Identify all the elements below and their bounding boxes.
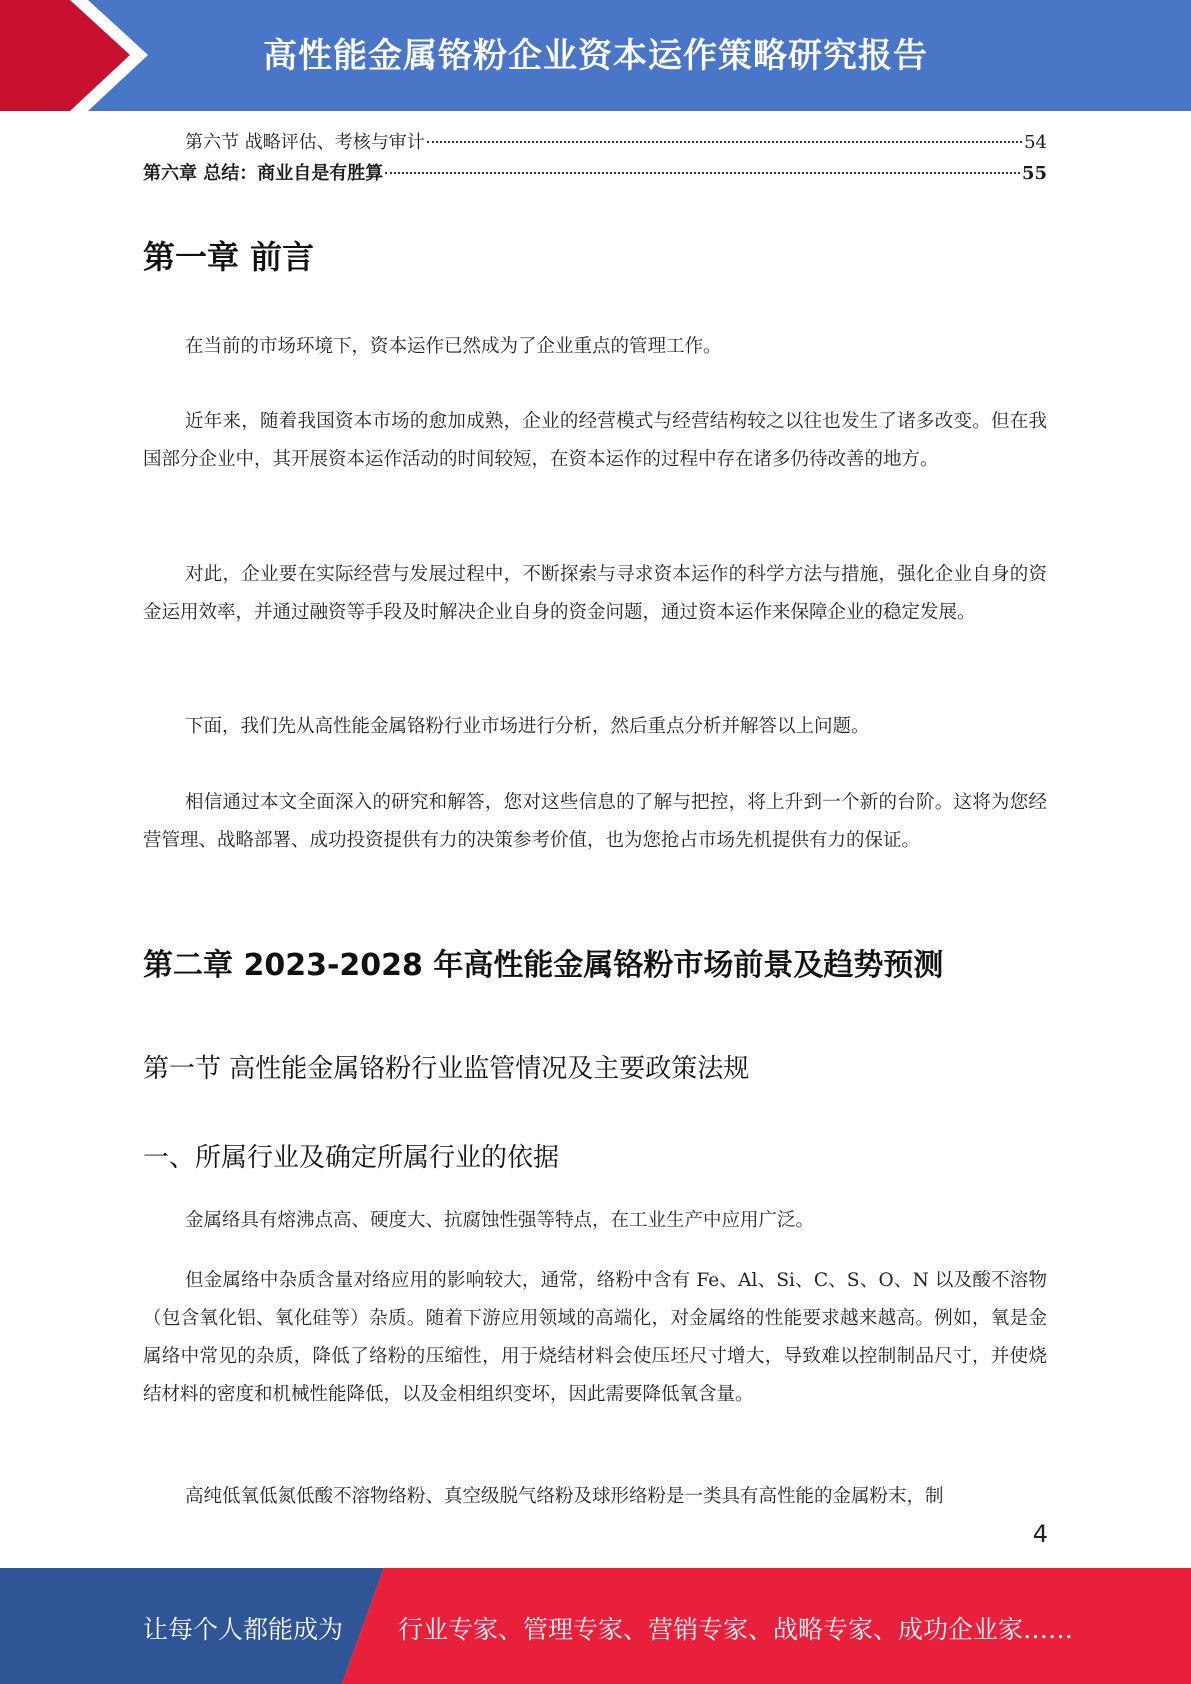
toc-entry-page: 55 (1021, 163, 1047, 184)
subsection-heading: 一、所属行业及确定所属行业的依据 (143, 1143, 560, 1173)
footer-slogan-left: 让每个人都能成为 (143, 1615, 344, 1644)
toc-entry-label: 第六节 战略评估、考核与审计 (185, 132, 425, 153)
paragraph: 下面，我们先从高性能金属铬粉行业市场进行分析，然后重点分析并解答以上问题。 (185, 716, 870, 737)
paragraph: 近年来，随着我国资本市场的愈加成熟，企业的经营模式与经营结构较之以往也发生了诸多改变。但在我国部分企业中，其开展资本运作活动的时间较短，在资本运作的过程中存在诸多仍待改善的地方。 (143, 411, 1047, 470)
paragraph: 在当前的市场环境下，资本运作已然成为了企业重点的管理工作。 (185, 336, 722, 357)
toc-entry-page: 54 (1024, 132, 1047, 153)
chapter-2-heading: 第二章 2023-2028 年高性能金属铬粉市场前景及趋势预测 (143, 948, 944, 983)
report-title: 高性能金属铬粉企业资本运作策略研究报告 (263, 36, 928, 76)
paragraph: 但金属络中杂质含量对络应用的影响较大，通常，络粉中含有 Fe、Al、Si、C、S、O、N 以及酸不溶物（包含氧化铝、氧化硅等）杂质。随着下游应用领域的高端化，对金属络的性能要求越来越高。例如，氧是金属络中常见的杂质，降低了络粉的压缩性，用于烧结材料会使压坯尺寸增大，导致难以控制制品尺寸，并使烧结材料的密度和机械性能降低，以及金相组织变坏，因此需要降低氧含量。 (143, 1270, 1047, 1405)
toc-entry[interactable] (143, 162, 1047, 186)
paragraph: 高纯低氧低氮低酸不溶物络粉、真空级脱气络粉及球形络粉是一类具有高性能的金属粉末，制 (185, 1486, 944, 1507)
page-header (0, 0, 1191, 111)
toc-dot-leader (427, 141, 1022, 143)
paragraph: 相信通过本文全面深入的研究和解答，您对这些信息的了解与把控，将上升到一个新的台阶。这将为您经营管理、战略部署、成功投资提供有力的决策参考价值，也为您抢占市场先机提供有力的保证。 (143, 792, 1047, 851)
page-number: 4 (1032, 1520, 1048, 1548)
header-arrow-decoration (0, 0, 160, 111)
toc-entry-label: 第六章 总结：商业自是有胜算 (143, 163, 384, 184)
toc-dot-leader (385, 172, 1020, 174)
chapter-1-heading: 第一章 前言 (143, 238, 315, 276)
footer-slogan-right: 行业专家、管理专家、营销专家、战略专家、成功企业家…… (398, 1615, 1074, 1644)
page-footer (0, 1568, 1191, 1684)
section-heading: 第一节 高性能金属铬粉行业监管情况及主要政策法规 (143, 1054, 750, 1084)
toc-entry[interactable] (143, 131, 1047, 155)
paragraph: 金属络具有熔沸点高、硬度大、抗腐蚀性强等特点，在工业生产中应用广泛。 (185, 1210, 815, 1231)
paragraph: 对此，企业要在实际经营与发展过程中，不断探索与寻求资本运作的科学方法与措施，强化企业自身的资金运用效率，并通过融资等手段及时解决企业自身的资金问题，通过资本运作来保障企业的稳定发展。 (143, 564, 1047, 623)
